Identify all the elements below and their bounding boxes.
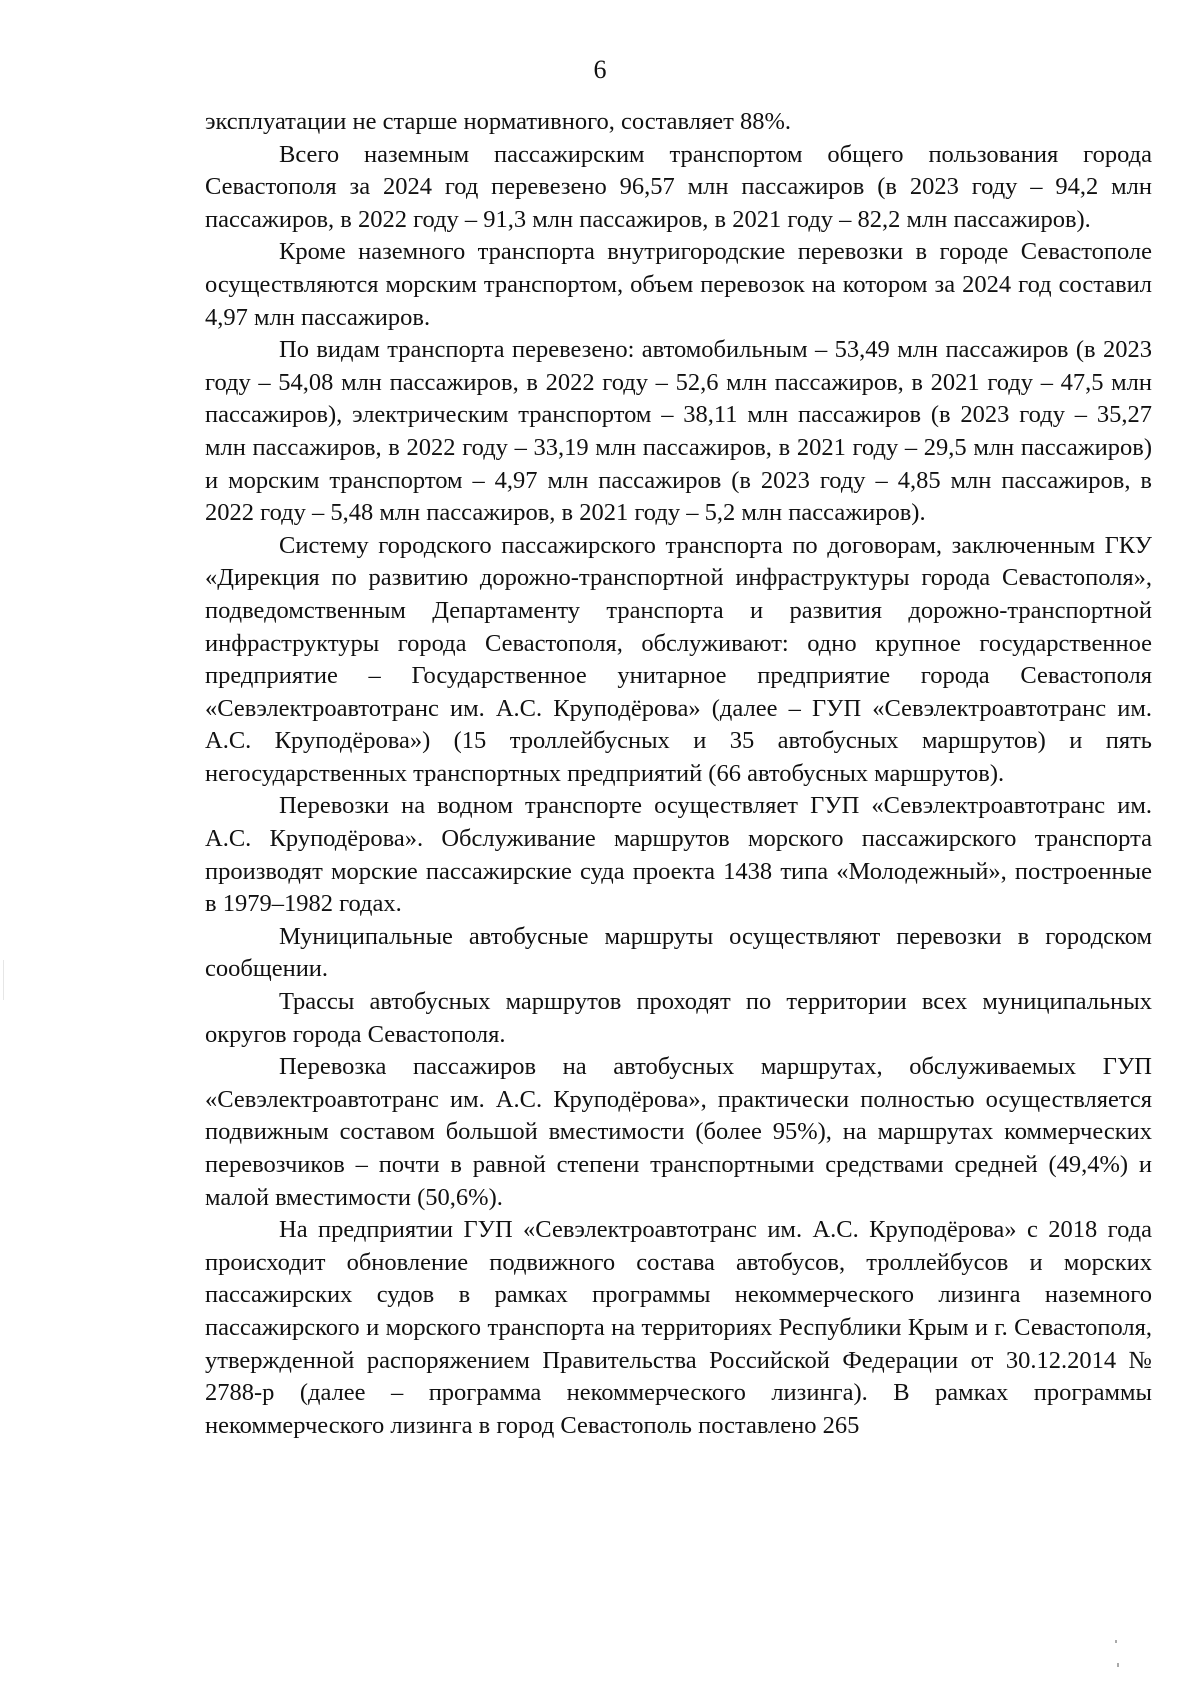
paragraph-transport-system: Систему городского пассажирского транспорта по договорам, заключенным ГКУ «Дирекция по развитию дорожно-транспортной инфраструктуры города Севастополя», подведомственным Департаменту транспорта и развития дорожно-транспортной инфраструктуры города Севастополя, обслуживают: одно крупное государственное предприятие – Государственное унитарное предприятие города Севастополя «Севэлектроавтотранс им. А.С. Круподёрова» (далее – ГУП «Севэлектроавтотранс им. А.С. Круподёрова») (15 троллейбусных и 35 автобусных маршрутов) и пять негосударственных транспортных предприятий (66 автобусных маршрутов). xyxy=(205,531,1152,787)
scan-artifact xyxy=(3,960,4,1000)
paragraph-fleet-renewal: На предприятии ГУП «Севэлектроавтотранс им. А.С. Круподёрова» с 2018 года происходит обновление подвижного состава автобусов, троллейбусов и морских пассажирских судов в рамках программы некоммерческого лизинга наземного пассажирского и морского транспорта на территориях Республики Крым и г. Севастополя, утвержденной распоряжением Правительства Российской Федерации от 30.12.2014 № 2788-р (далее – программа некоммерческого лизинга). В рамках программы некоммерческого лизинга в город Севастополь поставлено 265 xyxy=(205,1216,1152,1439)
paragraph-continuation: эксплуатации не старше нормативного, составляет 88%. xyxy=(205,108,791,135)
paragraph-water-transport: Перевозки на водном транспорте осуществляет ГУП «Севэлектроавтотранс им. А.С. Круподёрова». Обслуживание маршрутов морского пассажирского транспорта производят морские пассажирские суда проекта 1438 типа «Молодежный», построенные в 1979–1982 годах. xyxy=(205,792,1152,918)
document-body xyxy=(205,106,1152,1442)
paragraph-total-passengers: Всего наземным пассажирским транспортом общего пользования города Севастополя за 2024 год перевезено 96,57 млн пассажиров (в 2023 году – 94,2 млн пассажиров, в 2022 году – 91,3 млн пассажиров, в 2021 году – 82,2 млн пассажиров). xyxy=(205,140,1152,233)
scan-artifact xyxy=(1115,1640,1117,1643)
scan-artifact xyxy=(1117,1663,1119,1667)
paragraph-vehicle-capacity: Перевозка пассажиров на автобусных маршрутах, обслуживаемых ГУП «Севэлектроавтотранс им. А.С. Круподёрова», практически полностью осуществляется подвижным составом большой вместимости (более 95%), на маршрутах коммерческих перевозчиков – почти в равной степени транспортными средствами средней (49,4%) и малой вместимости (50,6%). xyxy=(205,1053,1152,1211)
paragraph-sea-transport: Кроме наземного транспорта внутригородские перевозки в городе Севастополе осуществляются морским транспортом, объем перевозок на котором за 2024 год составил 4,97 млн пассажиров. xyxy=(205,238,1152,331)
paragraph-transport-types: По видам транспорта перевезено: автомобильным – 53,49 млн пассажиров (в 2023 году – 54,08 млн пассажиров, в 2022 году – 52,6 млн пассажиров, в 2021 году – 47,5 млн пассажиров), электрическим транспортом – 38,11 млн пассажиров (в 2023 году – 35,27 млн пассажиров, в 2022 году – 33,19 млн пассажиров, в 2021 году – 29,5 млн пассажиров) и морским транспортом – 4,97 млн пассажиров (в 2023 году – 4,85 млн пассажиров, в 2022 году – 5,48 млн пассажиров, в 2021 году – 5,2 млн пассажиров). xyxy=(205,336,1152,527)
page-number: 6 xyxy=(593,55,607,84)
paragraph-route-tracks: Трассы автобусных маршрутов проходят по территории всех муниципальных округов города Севастополя. xyxy=(205,988,1152,1048)
paragraph-municipal-routes: Муниципальные автобусные маршруты осуществляют перевозки в городском сообщении. xyxy=(205,922,1152,983)
